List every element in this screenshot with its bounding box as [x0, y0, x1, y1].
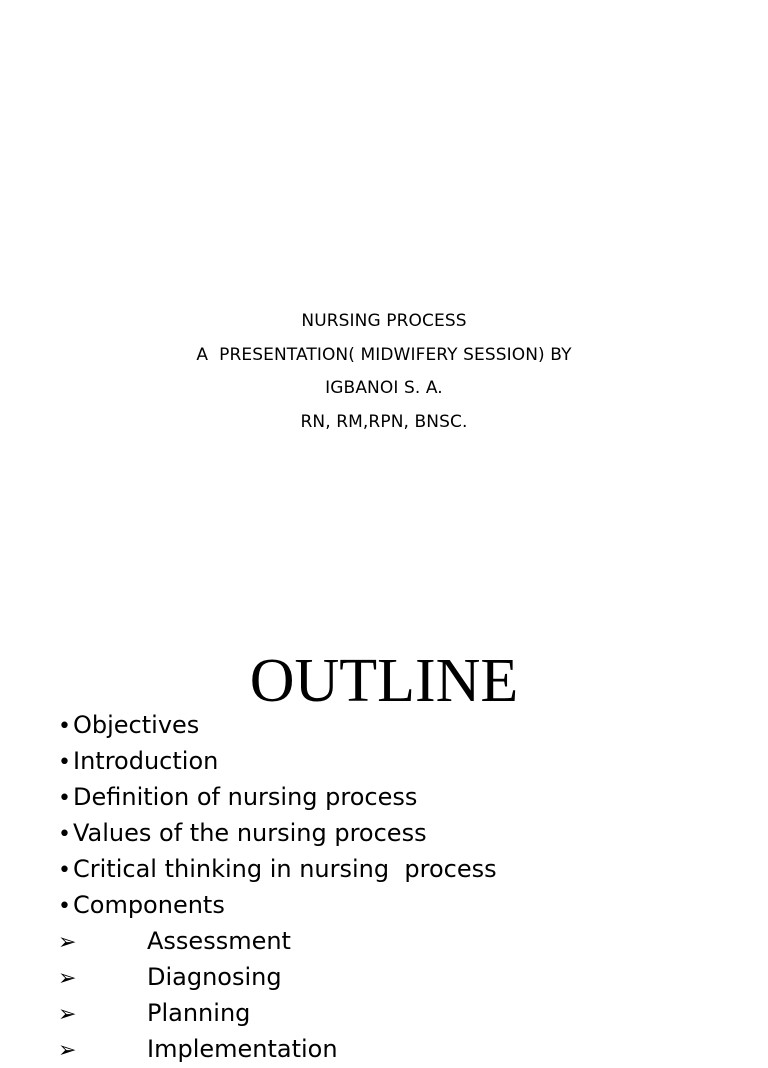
- bullet-dot-icon: •: [58, 786, 71, 811]
- presentation-title: NURSING PROCESS: [301, 311, 467, 331]
- list-item: [58, 708, 497, 744]
- presenter-credentials: RN, RM,RPN, BNSC.: [300, 411, 468, 432]
- list-item-text: Objectives: [73, 711, 200, 739]
- arrow-bullet-icon: ➢: [58, 930, 77, 955]
- list-item: [58, 852, 497, 888]
- outline-list: [58, 708, 497, 1068]
- sub-list-item-text: Assessment: [147, 927, 291, 955]
- sub-list-item: [58, 924, 497, 960]
- list-item-text: Values of the nursing process: [73, 819, 427, 847]
- outline-slide: [0, 600, 768, 1063]
- list-item: [58, 780, 497, 816]
- list-item: [58, 744, 497, 780]
- sub-list-item: [58, 960, 497, 996]
- list-item-text: Definition of nursing process: [73, 783, 418, 811]
- title-block: [0, 305, 768, 439]
- bullet-dot-icon: •: [58, 822, 71, 847]
- sub-list-item-text: Implementation: [147, 1035, 338, 1063]
- bullet-dot-icon: •: [58, 750, 71, 775]
- bullet-dot-icon: •: [58, 858, 71, 883]
- outline-heading: OUTLINE: [249, 647, 519, 715]
- arrow-bullet-icon: ➢: [58, 1002, 77, 1027]
- arrow-bullet-icon: ➢: [58, 966, 77, 991]
- arrow-bullet-icon: ➢: [58, 1038, 77, 1063]
- bullet-dot-icon: •: [58, 894, 71, 919]
- list-item: [58, 888, 497, 924]
- sub-list-item: [58, 1032, 497, 1068]
- sub-list-item: [58, 996, 497, 1032]
- bullet-dot-icon: •: [58, 714, 71, 739]
- list-item-text: Components: [73, 891, 225, 919]
- presentation-subtitle: A PRESENTATION( MIDWIFERY SESSION) BY: [196, 344, 572, 365]
- list-item-text: Introduction: [73, 747, 219, 775]
- list-item: [58, 816, 497, 852]
- list-item-text: Critical thinking in nursing process: [73, 855, 497, 883]
- presenter-name: IGBANOI S. A.: [325, 378, 443, 398]
- sub-list-item-text: Planning: [147, 999, 251, 1027]
- sub-list-item-text: Diagnosing: [147, 963, 282, 991]
